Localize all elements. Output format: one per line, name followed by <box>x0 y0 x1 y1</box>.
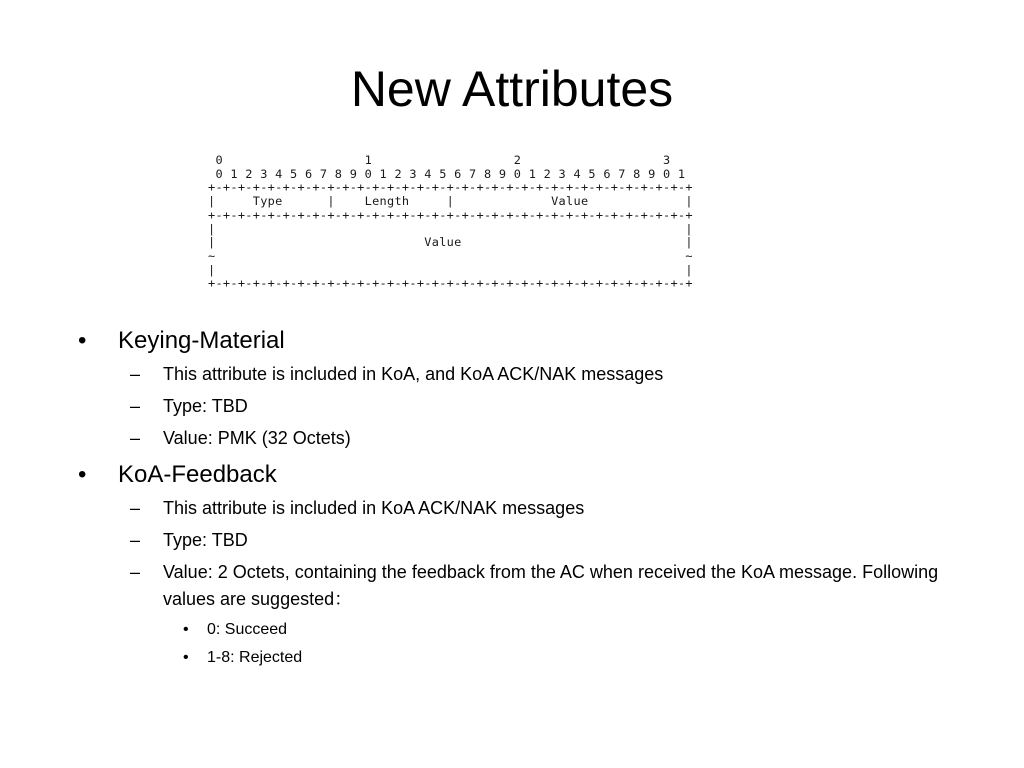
dash-marker: – <box>130 364 141 384</box>
sub-bullet-text: Value: 2 Octets, containing the feedback from the AC when received the KoA message. Following values are suggested： <box>163 562 939 609</box>
bullet-keying-material <box>78 326 978 356</box>
sub-bullet-text: This attribute is included in KoA ACK/NAK messages <box>163 498 585 518</box>
bullet-marker: • <box>183 649 189 666</box>
sub-sub-bullet <box>78 647 978 669</box>
dash-marker: – <box>130 498 141 518</box>
sub-bullet-text: This attribute is included in KoA, and KoA ACK/NAK messages <box>163 364 664 384</box>
sub-bullet <box>78 361 978 388</box>
sub-bullet <box>78 393 978 420</box>
dash-marker: – <box>130 562 141 582</box>
dash-marker: – <box>130 428 141 448</box>
sub-bullet <box>78 527 978 554</box>
sub-bullet <box>78 559 978 613</box>
bullet-marker: • <box>78 327 87 354</box>
bullet-koa-feedback <box>78 460 978 490</box>
sub-bullet-text: Type: TBD <box>163 530 248 550</box>
bullet-list <box>78 326 978 669</box>
sub-sub-bullet <box>78 619 978 641</box>
sub-sub-bullet-text: 0: Succeed <box>207 621 288 638</box>
sub-bullet-text: Value: PMK (32 Octets) <box>163 428 351 448</box>
sub-sub-bullet-text: 1-8: Rejected <box>207 649 303 666</box>
bullet-heading: KoA-Feedback <box>118 461 277 488</box>
bullet-marker: • <box>78 461 87 488</box>
dash-marker: – <box>130 396 141 416</box>
sub-bullet <box>78 425 978 452</box>
bullet-marker: • <box>183 621 189 638</box>
slide-title: New Attributes <box>350 61 674 117</box>
sub-bullet <box>78 495 978 522</box>
sub-bullet-text: Type: TBD <box>163 396 248 416</box>
attribute-format-diagram: 0 1 2 3 0 1 2 3 4 5 6 7 8 9 0 1 2 3 4 5 6 7 8 9 0 1 2 3 4 5 6 7 8 9 0 1 +-+-+-+-+-+-+-+-+-+-+-+-+-+-+-+-+-+-+-+-+-+-+-+-+-+-+-+-+-+-+-+-+ | Type | Length | Value | +-+-+-+-+-+-+-+-+-+-+-+-+-+-+-+-+-+-+-+-+-+-+-+-+-+-+-+-+-+-+-+-+ | | | Value | ~ ~ | | +-+-+-+-+-+-+-+-+-+-+-+-+-+-+-+-+-+-+-+-+-+-+-+-+-+-+-+-+-+-+-+-+ <box>208 153 693 291</box>
dash-marker: – <box>130 530 141 550</box>
bullet-heading: Keying-Material <box>118 327 285 354</box>
